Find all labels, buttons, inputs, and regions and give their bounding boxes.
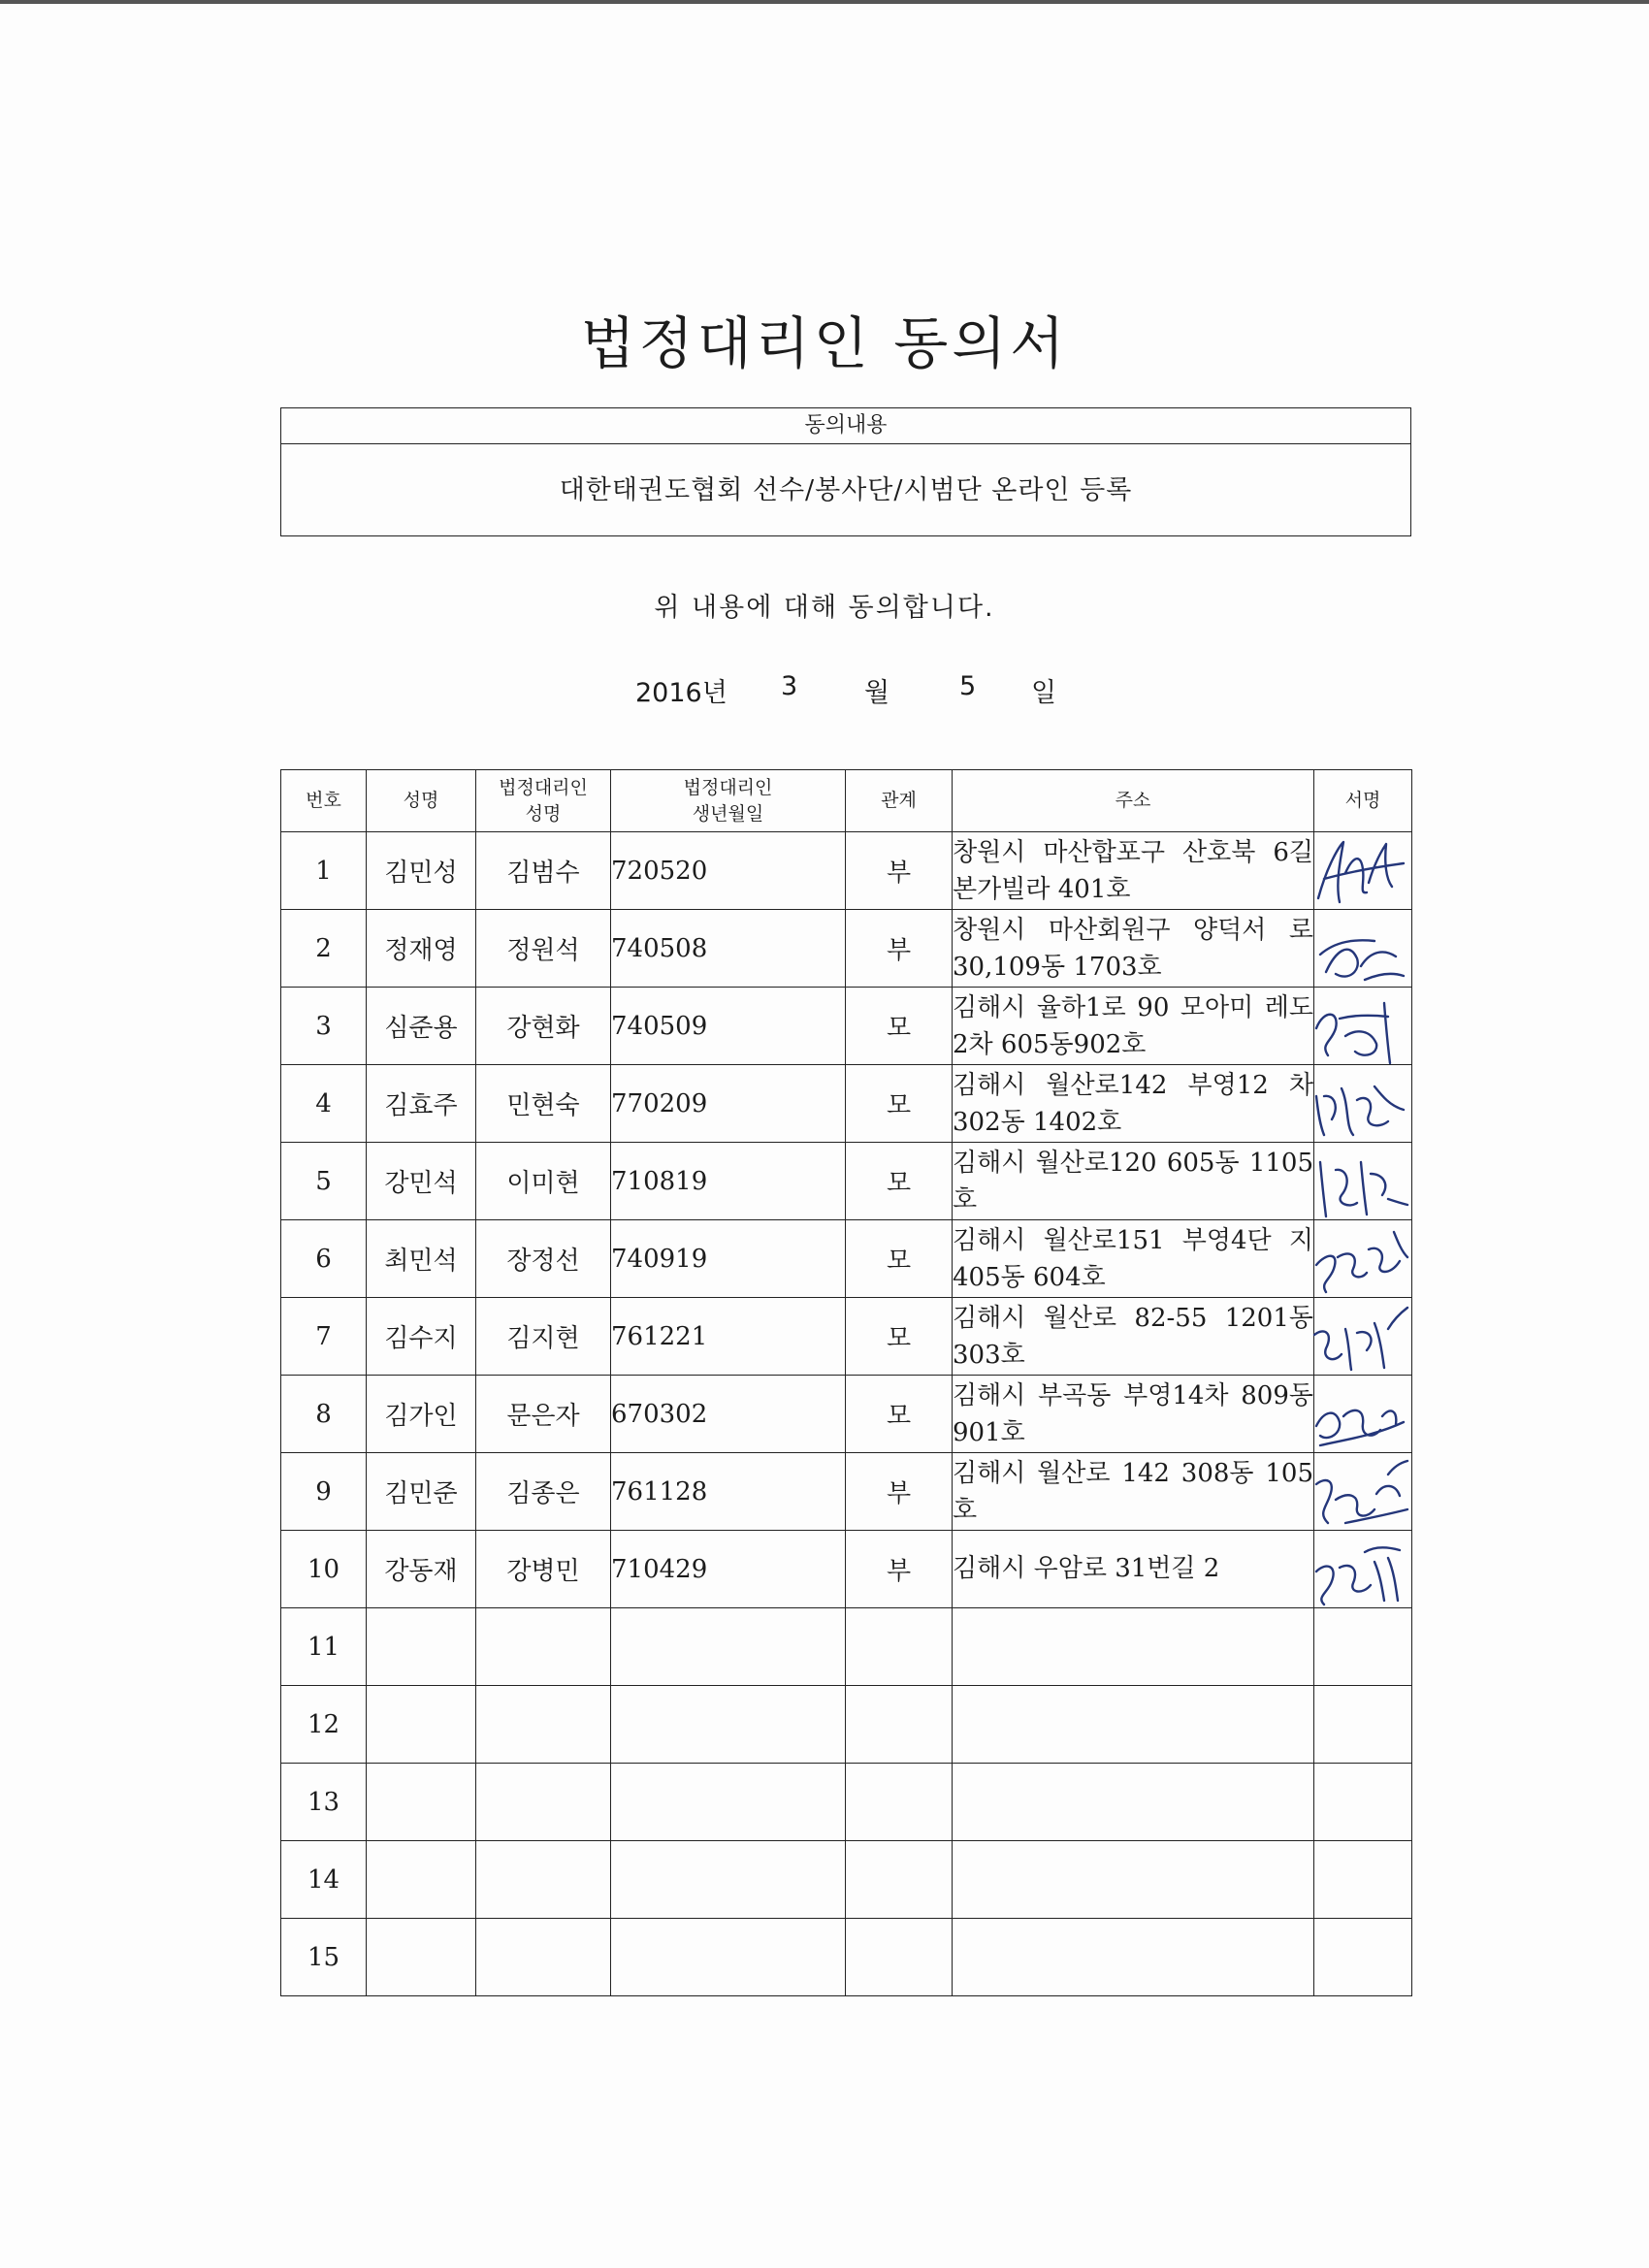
table-row xyxy=(281,1453,1412,1531)
row-member-name: 김가인 xyxy=(367,1376,476,1453)
row-guardian-name xyxy=(476,1764,611,1841)
row-address: 김해시 월산로120 605동 1105호 xyxy=(953,1143,1314,1220)
row-number: 8 xyxy=(281,1376,367,1453)
row-signature-cell xyxy=(1314,1764,1412,1841)
table-row xyxy=(281,1220,1412,1298)
row-number: 9 xyxy=(281,1453,367,1531)
table-row xyxy=(281,1919,1412,1996)
handwritten-signature xyxy=(1307,1377,1415,1453)
row-member-name: 김민준 xyxy=(367,1453,476,1531)
row-number: 1 xyxy=(281,832,367,910)
row-relation xyxy=(846,1764,953,1841)
table-row xyxy=(281,1065,1412,1143)
row-guardian-name: 강현화 xyxy=(476,988,611,1065)
col-header-guardian-name-line2: 성명 xyxy=(525,802,562,825)
row-address xyxy=(953,1919,1314,1996)
row-address: 창원시 마산합포구 산호북 6길 본가빌라 401호 xyxy=(953,832,1314,910)
row-member-name: 최민석 xyxy=(367,1220,476,1298)
row-number: 6 xyxy=(281,1220,367,1298)
row-guardian-name xyxy=(476,1841,611,1919)
handwritten-signature xyxy=(1307,989,1415,1065)
col-header-no: 번호 xyxy=(281,770,367,832)
table-row xyxy=(281,1686,1412,1764)
table-row xyxy=(281,832,1412,910)
row-address: 김해시 율하1로 90 모아미 레도2차 605동902호 xyxy=(953,988,1314,1065)
table-row xyxy=(281,1608,1412,1686)
table-row xyxy=(281,1298,1412,1376)
row-guardian-name: 민현숙 xyxy=(476,1065,611,1143)
row-guardian-name xyxy=(476,1686,611,1764)
handwritten-signature xyxy=(1307,1300,1415,1376)
row-guardian-birthdate: 761221 xyxy=(611,1298,846,1376)
row-signature-cell xyxy=(1314,1376,1412,1453)
row-number: 7 xyxy=(281,1298,367,1376)
col-header-signature: 서명 xyxy=(1314,770,1412,832)
row-member-name: 정재영 xyxy=(367,910,476,988)
row-relation: 부 xyxy=(846,832,953,910)
table-row xyxy=(281,1841,1412,1919)
row-signature-cell xyxy=(1314,910,1412,988)
row-member-name xyxy=(367,1764,476,1841)
col-header-guardian-birth xyxy=(611,770,846,832)
table-row xyxy=(281,1764,1412,1841)
row-guardian-birthdate: 710429 xyxy=(611,1531,846,1608)
row-signature-cell xyxy=(1314,1841,1412,1919)
col-header-address: 주소 xyxy=(953,770,1314,832)
row-relation xyxy=(846,1919,953,1996)
row-relation: 모 xyxy=(846,988,953,1065)
row-number: 5 xyxy=(281,1143,367,1220)
row-relation: 부 xyxy=(846,1531,953,1608)
row-guardian-name: 문은자 xyxy=(476,1376,611,1453)
row-relation: 모 xyxy=(846,1065,953,1143)
row-address: 김해시 부곡동 부영14차 809동 901호 xyxy=(953,1376,1314,1453)
col-header-guardian-birth-line1: 법정대리인 xyxy=(683,776,773,798)
row-guardian-birthdate xyxy=(611,1919,846,1996)
row-address: 김해시 우암로 31번길 2 xyxy=(953,1531,1314,1608)
row-member-name: 심준용 xyxy=(367,988,476,1065)
date-day-unit: 일 xyxy=(1031,678,1057,708)
row-guardian-name: 장정선 xyxy=(476,1220,611,1298)
row-signature-cell xyxy=(1314,832,1412,910)
row-number: 14 xyxy=(281,1841,367,1919)
page-title: 법정대리인 동의서 xyxy=(580,309,1069,376)
row-relation xyxy=(846,1841,953,1919)
row-guardian-birthdate: 710819 xyxy=(611,1143,846,1220)
row-guardian-birthdate: 761128 xyxy=(611,1453,846,1531)
row-guardian-name: 강병민 xyxy=(476,1531,611,1608)
row-guardian-name: 김종은 xyxy=(476,1453,611,1531)
row-guardian-birthdate: 670302 xyxy=(611,1376,846,1453)
row-guardian-birthdate xyxy=(611,1764,846,1841)
row-address xyxy=(953,1841,1314,1919)
row-address: 김해시 월산로 82-55 1201동 303호 xyxy=(953,1298,1314,1376)
row-signature-cell xyxy=(1314,1919,1412,1996)
table-row xyxy=(281,1143,1412,1220)
row-number: 3 xyxy=(281,988,367,1065)
handwritten-signature xyxy=(1307,1455,1415,1531)
row-number: 15 xyxy=(281,1919,367,1996)
row-number: 10 xyxy=(281,1531,367,1608)
row-address: 김해시 월산로142 부영12 차302동 1402호 xyxy=(953,1065,1314,1143)
col-header-name: 성명 xyxy=(367,770,476,832)
col-header-guardian-name xyxy=(476,770,611,832)
row-guardian-name: 정원석 xyxy=(476,910,611,988)
row-number: 13 xyxy=(281,1764,367,1841)
row-signature-cell xyxy=(1314,1143,1412,1220)
table-row xyxy=(281,1531,1412,1608)
row-member-name: 강민석 xyxy=(367,1143,476,1220)
scan-top-edge xyxy=(0,0,1649,4)
agreement-statement: 위 내용에 대해 동의합니다. xyxy=(654,593,995,623)
row-relation: 모 xyxy=(846,1298,953,1376)
row-address: 김해시 월산로151 부영4단 지 405동 604호 xyxy=(953,1220,1314,1298)
row-number: 2 xyxy=(281,910,367,988)
consent-box xyxy=(280,407,1411,536)
col-header-relation: 관계 xyxy=(846,770,953,832)
handwritten-signature xyxy=(1307,1067,1415,1143)
date-line xyxy=(0,671,1649,706)
row-guardian-birthdate: 770209 xyxy=(611,1065,846,1143)
row-signature-cell xyxy=(1314,1608,1412,1686)
row-relation: 부 xyxy=(846,910,953,988)
guardian-roster-table xyxy=(280,769,1412,1996)
row-guardian-name xyxy=(476,1919,611,1996)
row-number: 12 xyxy=(281,1686,367,1764)
table-row xyxy=(281,910,1412,988)
consent-body: 대한태권도협회 선수/봉사단/시범단 온라인 등록 xyxy=(559,475,1133,505)
row-member-name: 강동재 xyxy=(367,1531,476,1608)
consent-header: 동의내용 xyxy=(281,408,1410,444)
row-guardian-name xyxy=(476,1608,611,1686)
row-member-name: 김효주 xyxy=(367,1065,476,1143)
row-address xyxy=(953,1608,1314,1686)
row-relation xyxy=(846,1608,953,1686)
row-guardian-birthdate: 740508 xyxy=(611,910,846,988)
row-member-name: 김수지 xyxy=(367,1298,476,1376)
handwritten-signature xyxy=(1307,1222,1415,1298)
row-guardian-name: 김지현 xyxy=(476,1298,611,1376)
handwritten-signature xyxy=(1307,1533,1415,1608)
row-member-name xyxy=(367,1608,476,1686)
row-guardian-birthdate xyxy=(611,1841,846,1919)
row-address: 김해시 월산로 142 308동 105호 xyxy=(953,1453,1314,1531)
row-guardian-name: 이미현 xyxy=(476,1143,611,1220)
row-address xyxy=(953,1686,1314,1764)
row-guardian-birthdate: 720520 xyxy=(611,832,846,910)
row-member-name: 김민성 xyxy=(367,832,476,910)
row-relation xyxy=(846,1686,953,1764)
row-signature-cell xyxy=(1314,988,1412,1065)
row-address xyxy=(953,1764,1314,1841)
row-signature-cell xyxy=(1314,1453,1412,1531)
handwritten-signature xyxy=(1307,1145,1415,1220)
row-member-name xyxy=(367,1919,476,1996)
row-signature-cell xyxy=(1314,1220,1412,1298)
date-month-unit: 월 xyxy=(864,678,890,708)
row-address: 창원시 마산회원구 양덕서 로30,109동 1703호 xyxy=(953,910,1314,988)
row-guardian-birthdate: 740509 xyxy=(611,988,846,1065)
handwritten-signature xyxy=(1307,912,1415,988)
date-month: 3 xyxy=(781,671,798,701)
table-row xyxy=(281,988,1412,1065)
row-relation: 모 xyxy=(846,1220,953,1298)
row-member-name xyxy=(367,1841,476,1919)
row-number: 11 xyxy=(281,1608,367,1686)
row-signature-cell xyxy=(1314,1686,1412,1764)
row-signature-cell xyxy=(1314,1065,1412,1143)
date-day: 5 xyxy=(959,671,977,701)
row-guardian-birthdate: 740919 xyxy=(611,1220,846,1298)
row-signature-cell xyxy=(1314,1531,1412,1608)
row-guardian-birthdate xyxy=(611,1686,846,1764)
table-row xyxy=(281,1376,1412,1453)
row-guardian-birthdate xyxy=(611,1608,846,1686)
row-guardian-name: 김범수 xyxy=(476,832,611,910)
row-relation: 모 xyxy=(846,1143,953,1220)
col-header-guardian-birth-line2: 생년월일 xyxy=(692,802,764,825)
row-relation: 부 xyxy=(846,1453,953,1531)
row-member-name xyxy=(367,1686,476,1764)
date-year: 2016년 xyxy=(635,678,728,708)
handwritten-signature xyxy=(1307,834,1415,910)
row-number: 4 xyxy=(281,1065,367,1143)
table-header-row xyxy=(281,770,1412,832)
col-header-guardian-name-line1: 법정대리인 xyxy=(499,776,588,798)
row-relation: 모 xyxy=(846,1376,953,1453)
row-signature-cell xyxy=(1314,1298,1412,1376)
